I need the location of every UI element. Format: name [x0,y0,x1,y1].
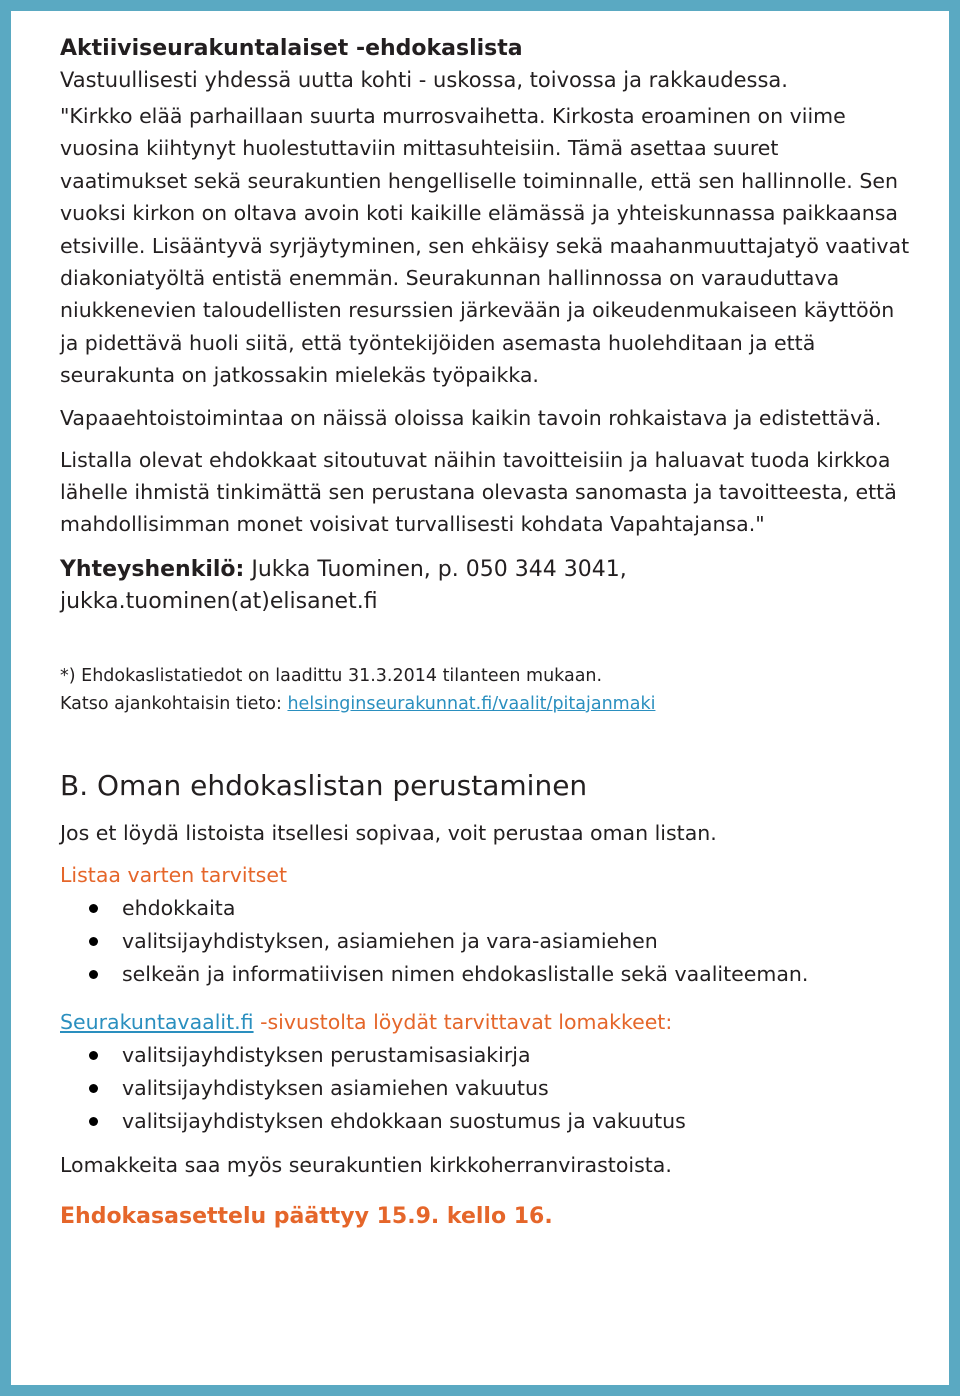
contact-label: Yhteyshenkilö: [60,556,245,582]
bullet-icon [89,937,98,946]
seurakuntavaalit-link[interactable]: Seurakuntavaalit.fi [60,1009,254,1034]
footnote [60,662,910,718]
footnote-line-2 [60,690,910,718]
list-item: selkeän ja informatiivisen nimen ehdokaslistalle sekä vaaliteeman. [60,958,910,991]
paragraph-1: "Kirkko elää parhaillaan suurta murrosvaihetta. Kirkosta eroaminen on viime vuosina kiihtynyt huolestuttaviin mittasuhteisiin. Tämä asettaa suuret vaatimukset sekä seurakuntien hengelliselle toiminnalle, että sen hallinnolle. Sen vuoksi kirkon on oltava avoin koti kaikille elämässä ja yhteiskunnassa paikkaansa etsiville. Lisääntyvä syrjäytyminen, sen ehkäisy sekä maahanmuuttajatyö vaativat diakoniatyöltä entistä enemmän. Seurakunnan hallinnossa on varauduttava niukkenevien taloudellisten resurssien järkevään ja oikeudenmukaiseen käyttöön ja pidettävä huoli siitä, että työntekijöiden asemasta huolehditaan ja että seurakunta on jatkossakin mielekäs työpaikka. [60,104,910,388]
footnote-prefix: Katso ajankohtaisin tieto: [60,693,282,714]
page-content [60,34,910,1232]
section-b-title: B. Oman ehdokaslistan perustaminen [60,768,588,802]
deadline-text: Ehdokasasettelu päättyy 15.9. kello 16. [60,1203,553,1229]
bullet-icon [89,1117,98,1126]
needs-heading: Listaa varten tarvitset [60,862,287,887]
list-item: valitsijayhdistyksen perustamisasiakirja [60,1039,910,1072]
bullet-icon [89,1084,98,1093]
contact-name: Jukka Tuominen, p. 050 344 3041, [251,556,627,582]
forms-heading [60,1007,910,1037]
parish-link[interactable]: helsinginseurakunnat.fi/vaalit/pitajanmaki [287,693,656,714]
list-item: valitsijayhdistyksen ehdokkaan suostumus ja vakuutus [60,1105,910,1138]
section-b-lead: Jos et löydä listoista itsellesi sopivaa, voit perustaa oman listan. [60,820,717,845]
list-item: valitsijayhdistyksen asiamiehen vakuutus [60,1072,910,1105]
bullet-icon [89,904,98,913]
forms-heading-text: -sivustolta löydät tarvittavat lomakkeet: [260,1009,673,1034]
list-item: ehdokkaita [60,892,910,925]
contact-email: jukka.tuominen(at)elisanet.fi [60,588,378,614]
needs-list [60,892,910,991]
closing-text: Lomakkeita saa myös seurakuntien kirkkoherranvirastoista. [60,1152,672,1177]
paragraph-3: Listalla olevat ehdokkaat sitoutuvat näihin tavoitteisiin ja haluavat tuoda kirkkoa lähelle ihmistä tinkimättä sen perustana olevasta sanomasta ja tavoitteesta, että mahdollisimman monet voisivat turvallisesti kohdata Vapahtajansa." [60,447,897,536]
list-title: Aktiiviseurakuntalaiset -ehdokaslista [60,36,523,61]
paragraph-2: Vapaaehtoistoimintaa on näissä oloissa kaikin tavoin rohkaistava ja edistettävä. [60,405,882,430]
list-item: valitsijayhdistyksen, asiamiehen ja vara-asiamiehen [60,925,910,958]
forms-list [60,1039,910,1138]
footnote-line-1: *) Ehdokaslistatiedot on laadittu 31.3.2014 tilanteen mukaan. [60,665,603,686]
bullet-icon [89,970,98,979]
contact-person [60,554,910,618]
bullet-icon [89,1051,98,1060]
list-motto: Vastuullisesti yhdessä uutta kohti - uskossa, toivossa ja rakkaudessa. [60,68,788,92]
